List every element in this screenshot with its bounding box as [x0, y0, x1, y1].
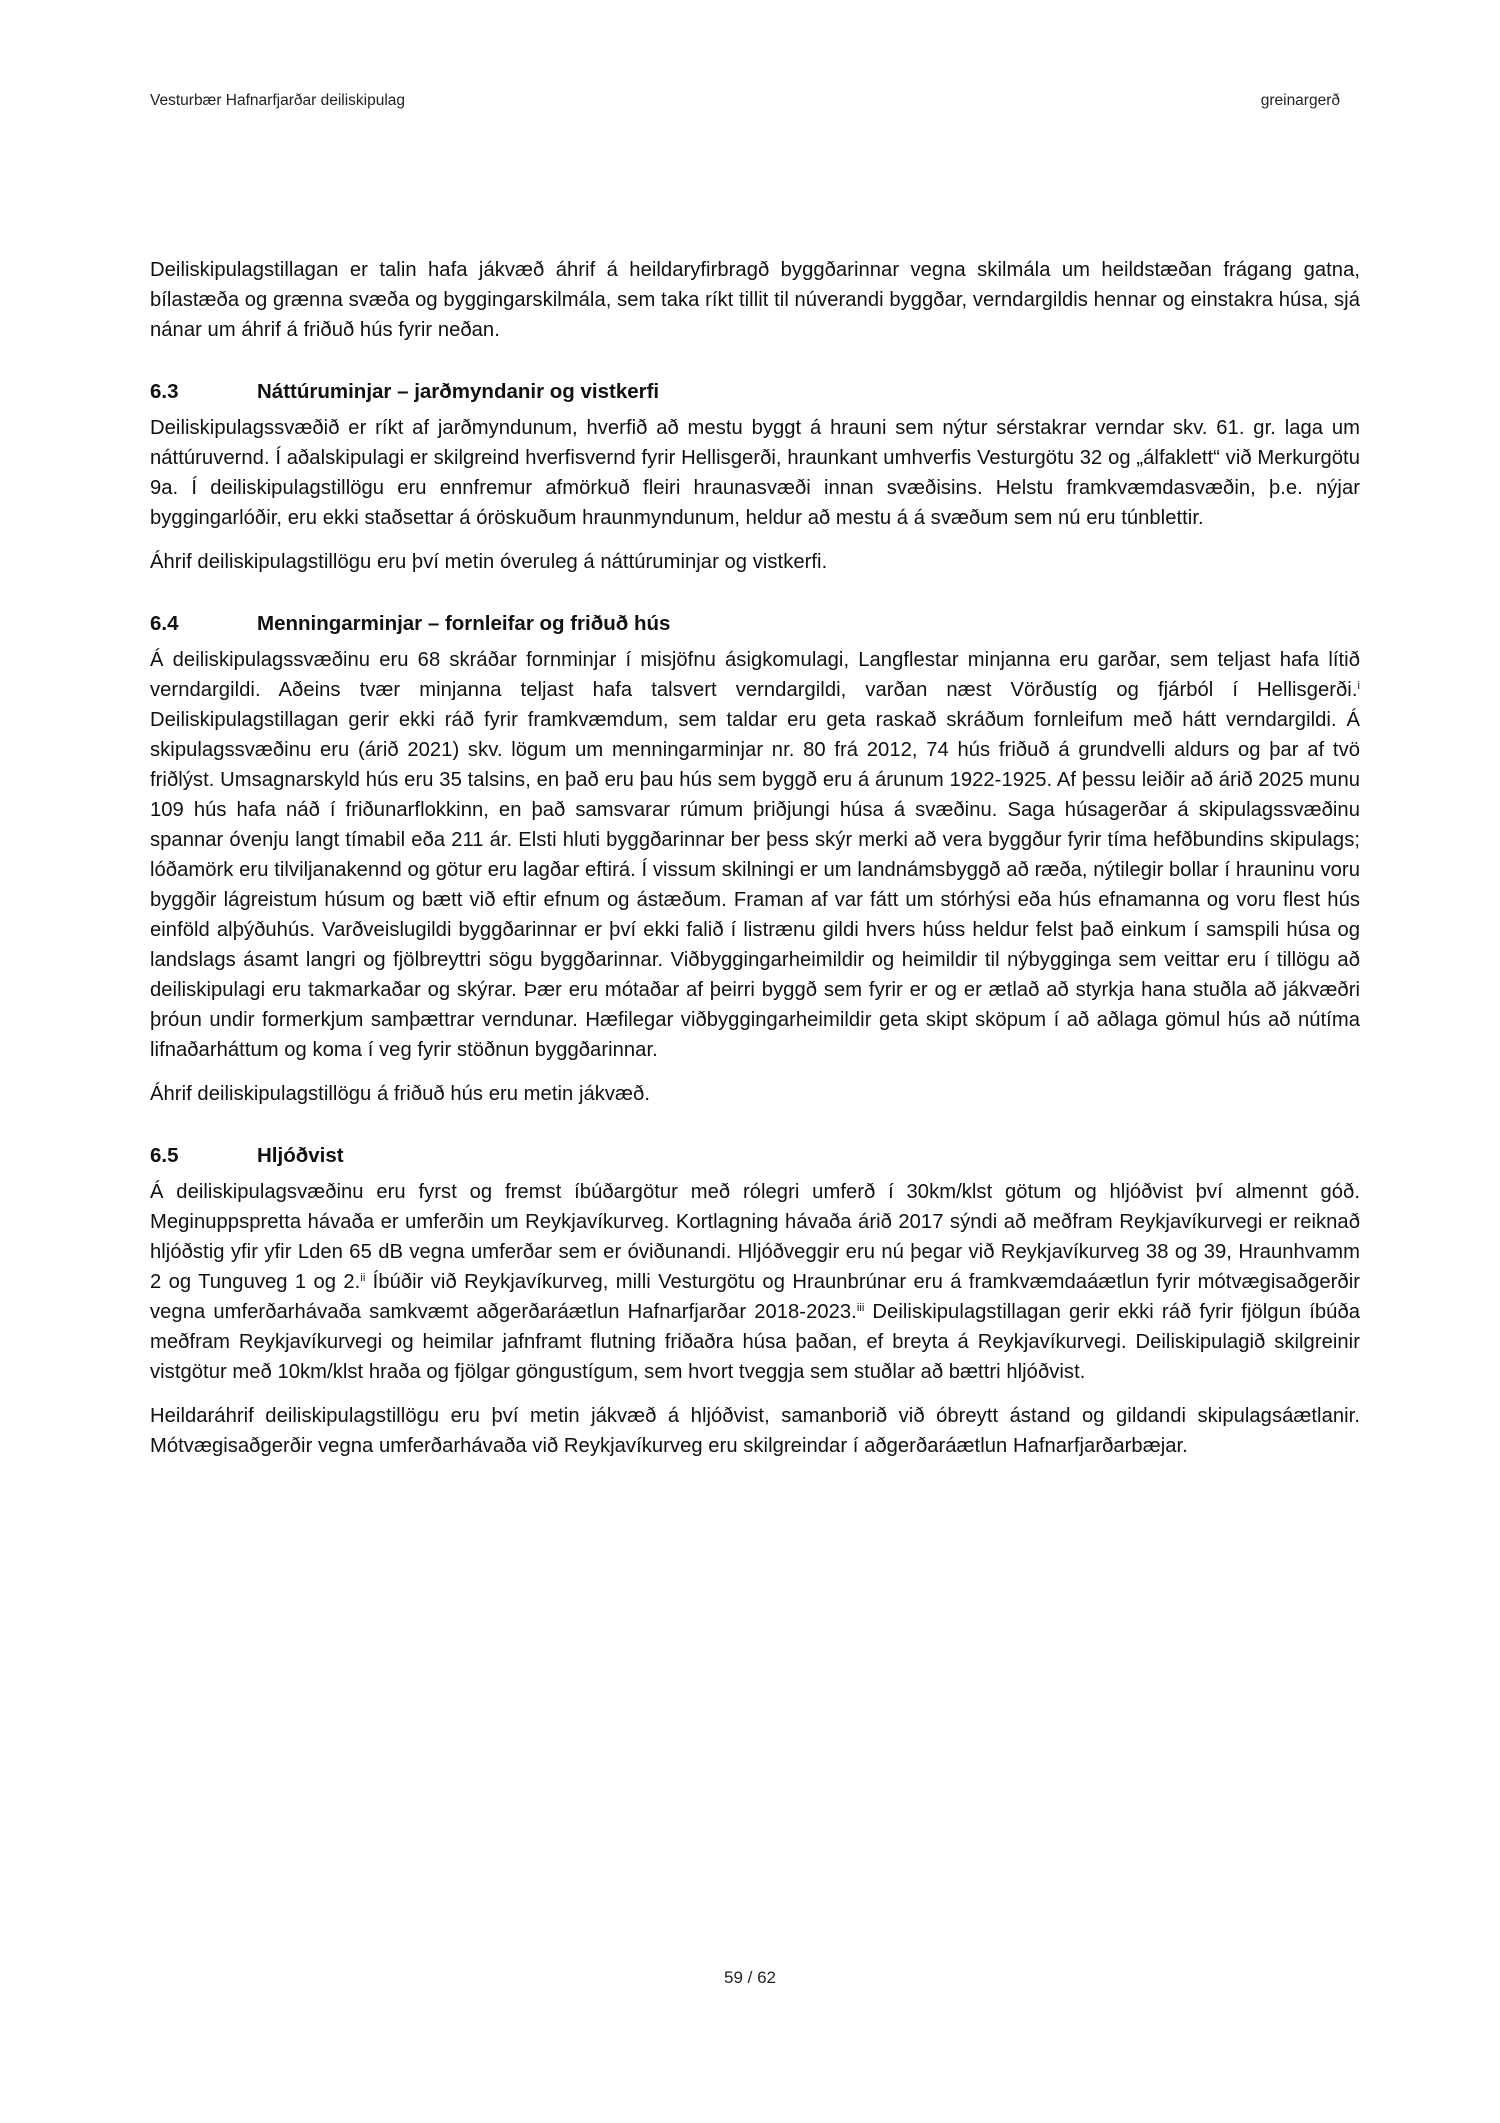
header-section-label: greinargerð: [1260, 92, 1340, 109]
header-document-title: Vesturbær Hafnarfjarðar deiliskipulag: [150, 92, 406, 109]
section-number: 6.3: [150, 380, 179, 403]
section-title: Náttúruminjar – jarðmyndanir og vistkerfi: [257, 380, 660, 403]
section-paragraph: [150, 1177, 1360, 1387]
page-header: [150, 92, 1340, 116]
paragraph-text: Á deiliskipulagssvæðinu eru 68 skráðar fornminjar í misjöfnu ásigkomulagi, Langflestar minjanna eru garðar, sem teljast hafa lítið verndargildi. Aðeins tvær minjanna teljast hafa talsvert verndargildi, varðan næst Vörðustíg og fjárból í Hellisgerði.: [150, 649, 1360, 701]
section-paragraph: Deiliskipulagssvæðið er ríkt af jarðmyndunum, hverfið að mestu byggt á hrauni sem nýtur sérstakrar verndar skv. 61. gr. laga um náttúruvernd. Í aðalskipulagi er skilgreind hverfisvernd fyrir Hellisgerði, hraunkant umhverfis Vesturgötu 32 og „álfaklett“ við Merkurgötu 9a. Í deiliskipulagstillögu eru ennfremur afmörkuð fleiri hraunasvæði innan svæðisins. Helstu framkvæmdasvæðin, þ.e. nýjar byggingarlóðir, eru ekki staðsettar á óröskuðum hraunmyndunum, heldur að mestu á á svæðum sem nú eru túnblettir.: [150, 417, 1360, 529]
page-content: [150, 255, 1360, 1475]
footnote-marker[interactable]: ii: [360, 1272, 366, 1284]
section-heading-6-5: [150, 1141, 1360, 1171]
paragraph-text: Deiliskipulagstillagan gerir ekki ráð fyrir framkvæmdum, sem taldar eru geta raskað skráðum fornleifum með hátt verndargildi. Á skipulagssvæðinu eru (árið 2021) skv. lögum um menningarminjar nr. 80 frá 2012, 74 hús friðuð á grundvelli aldurs og þar af tvö friðlýst. Umsagnarskyld hús eru 35 talsins, en það eru þau hús sem byggð eru á árunum 1922-1925. Af þessu leiðir að árið 2025 munu 109 hús hafa náð í friðunarflokkinn, en það samsvarar rúmum þriðjungi húsa á svæðinu. Saga húsagerðar á skipulagssvæðinu spannar óvenju langt tímabil eða 211 ár. Elsti hluti byggðarinnar ber þess skýr merki að vera byggður fyrir tíma hefðbundins skipulags; lóðamörk eru tilviljanakennd og götur eru lagðar eftirá. Í vissum skilningi er um landnámsbyggð að ræða, nýtilegir bollar í hrauninu voru byggðir lágreistum húsum og bætt við eftir efnum og ástæðum. Framan af var fátt um stórhýsi eða hús efnamanna og voru flest hús einföld alþýðuhús. Varðveislugildi byggðarinnar er því ekki falið í listrænu gildi hvers húss heldur felst það einkum í samspili húsa og landslags ásamt langri og fjölbreyttri sögu byggðarinnar. Viðbyggingarheimildir og heimildir til nýbygginga sem veittar eru í tillögu að deiliskipulagi eru takmarkaðar og skýrar. Þær eru mótaðar af þeirri byggð sem fyrir er og er ætlað að styrkja hana stuðla að jákvæðri þróun undir formerkjum samþættrar verndunar. Hæfilegar viðbyggingarheimildir geta skipt sköpum í að aðlaga gömul hús að nútíma lifnaðarháttum og koma í veg fyrir stöðnun byggðarinnar.: [150, 709, 1360, 1061]
page-number: 59 / 62: [724, 1968, 776, 1987]
section-title: Menningarminjar – fornleifar og friðuð hús: [257, 612, 671, 635]
paragraph-text: Íbúðir við Reykjavíkurveg, milli Vesturgötu og Hraunbrúnar eru á framkvæmdaáætlun fyrir mótvægisaðgerðir vegna umferðarhávaða samkvæmt aðgerðaráætlun Hafnarfjarðar 2018-2023.: [150, 1271, 1361, 1323]
section-conclusion: Heildaráhrif deiliskipulagstillögu eru því metin jákvæð á hljóðvist, samanborið við óbreytt ástand og gildandi skipulagsáætlanir. Mótvægisaðgerðir vegna umferðarhávaða við Reykjavíkurveg eru skilgreindar í aðgerðaráætlun Hafnarfjarðarbæjar.: [150, 1405, 1360, 1457]
section-heading-6-4: [150, 609, 1360, 639]
intro-paragraph: Deiliskipulagstillagan er talin hafa jákvæð áhrif á heildaryfirbragð byggðarinnar vegna skilmála um heildstæðan frágang gatna, bílastæða og grænna svæða og byggingarskilmála, sem taka ríkt tillit til núverandi byggðar, verndargildis hennar og einstakra húsa, sjá nánar um áhrif á friðuð hús fyrir neðan.: [150, 259, 1360, 341]
footnote-marker[interactable]: i: [1357, 680, 1360, 692]
section-number: 6.5: [150, 1144, 179, 1167]
section-paragraph: [150, 645, 1360, 1065]
section-title: Hljóðvist: [257, 1144, 344, 1167]
paragraph-text: Deiliskipulagstillagan gerir ekki ráð fyrir fjölgun íbúða meðfram Reykjavíkurvegi og heimilar jafnframt flutning friðaðra húsa þaðan, ef breyta á Reykjavíkurvegi. Deiliskipulagið skilgreinir vistgötur með 10km/klst hraða og fjölgar göngustígum, sem hvort tveggja sem stuðlar að bættri hljóðvist.: [150, 1301, 1360, 1383]
footnote-marker[interactable]: iii: [856, 1302, 865, 1314]
section-number: 6.4: [150, 612, 179, 635]
section-conclusion: Áhrif deiliskipulagstillögu á friðuð hús eru metin jákvæð.: [150, 1083, 650, 1105]
section-heading-6-3: [150, 377, 1360, 407]
paragraph-text: Á deiliskipulagsvæðinu eru fyrst og fremst íbúðargötur með rólegri umferð í 30km/klst götum og hljóðvist því almennt góð. Meginuppspretta hávaða er umferðin um Reykjavíkurveg. Kortlagning hávaða árið 2017 sýndi að meðfram Reykjavíkurvegi er reiknað hljóðstig yfir yfir Lden 65 dB vegna umferðar sem er óviðunandi. Hljóðveggir eru nú þegar við Reykjavíkurveg 38 og 39, Hraunhvamm 2 og Tunguveg 1 og 2.: [150, 1181, 1360, 1293]
section-conclusion: Áhrif deiliskipulagstillögu eru því metin óveruleg á náttúruminjar og vistkerfi.: [150, 551, 828, 573]
